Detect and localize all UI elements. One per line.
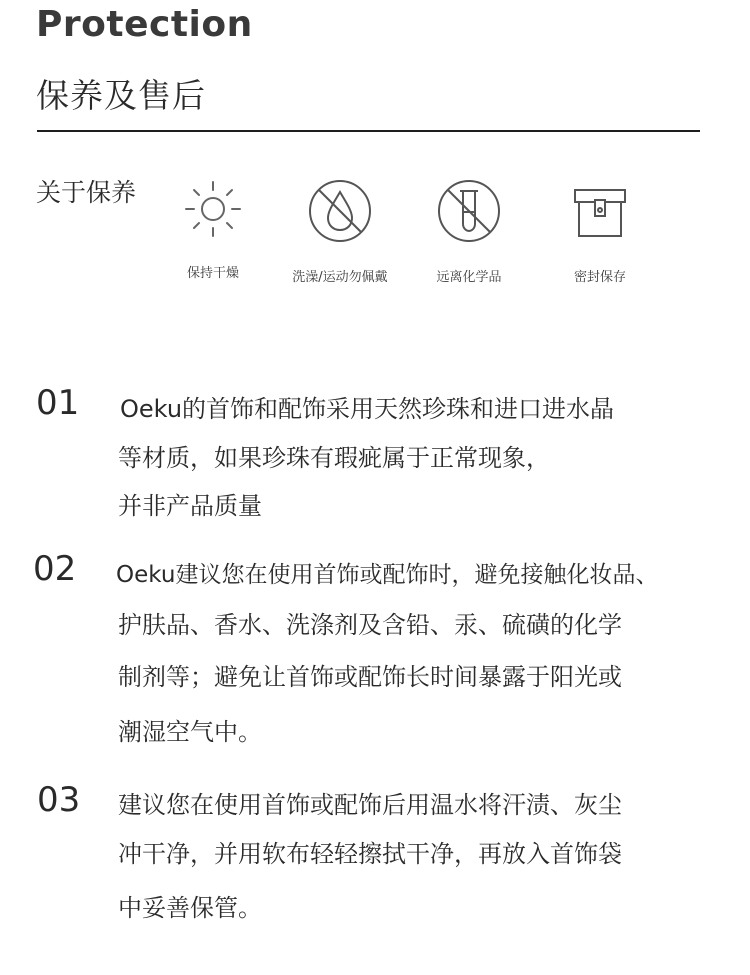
care-icon-item-sealed: [535, 178, 665, 285]
item-number: 01: [36, 383, 80, 423]
care-title: 关于保养: [36, 178, 137, 207]
item-text-line: 等材质，如果珍珠有瑕疵属于正常现象，: [118, 444, 550, 472]
item-text-line: 制剂等；避免让首饰或配饰长时间暴露于阳光或: [118, 663, 622, 691]
no-water-drop-icon: [307, 178, 373, 244]
item-text-line: 中妥善保管。: [118, 894, 262, 922]
care-icon-label: 密封保存: [573, 270, 626, 285]
sealed-box-icon: [567, 178, 633, 244]
care-icon-label: 洗澡/运动勿佩戴: [292, 270, 388, 285]
item-text-line: Oeku的首饰和配饰采用天然珍珠和进口进水晶: [120, 395, 615, 423]
item-text-line: 护肤品、香水、洗涤剂及含铅、汞、硫磺的化学: [118, 611, 622, 639]
care-icon-item-no-chemical: [404, 178, 534, 285]
item-number: 03: [37, 780, 81, 820]
item-number: 02: [33, 549, 77, 589]
item-text-line: 建议您在使用首饰或配饰后用温水将汗渍、灰尘: [118, 791, 622, 819]
no-chemical-tube-icon: [436, 178, 502, 244]
divider: [37, 130, 700, 132]
title-english: Protection: [36, 4, 253, 45]
item-text-line: Oeku建议您在使用首饰或配饰时，避免接触化妆品、: [116, 562, 659, 588]
item-text-line: 冲干净，并用软布轻轻擦拭干净，再放入首饰袋: [118, 840, 622, 868]
care-icon-label: 远离化学品: [436, 270, 502, 285]
care-icon-label: 保持干燥: [186, 266, 239, 281]
sun-icon: [182, 178, 244, 240]
item-text-line: 并非产品质量: [118, 492, 262, 520]
care-icon-item-no-water: [275, 178, 405, 285]
care-icon-item-dry: [148, 178, 278, 281]
item-text-line: 潮湿空气中。: [118, 718, 262, 746]
title-chinese: 保养及售后: [36, 76, 206, 115]
